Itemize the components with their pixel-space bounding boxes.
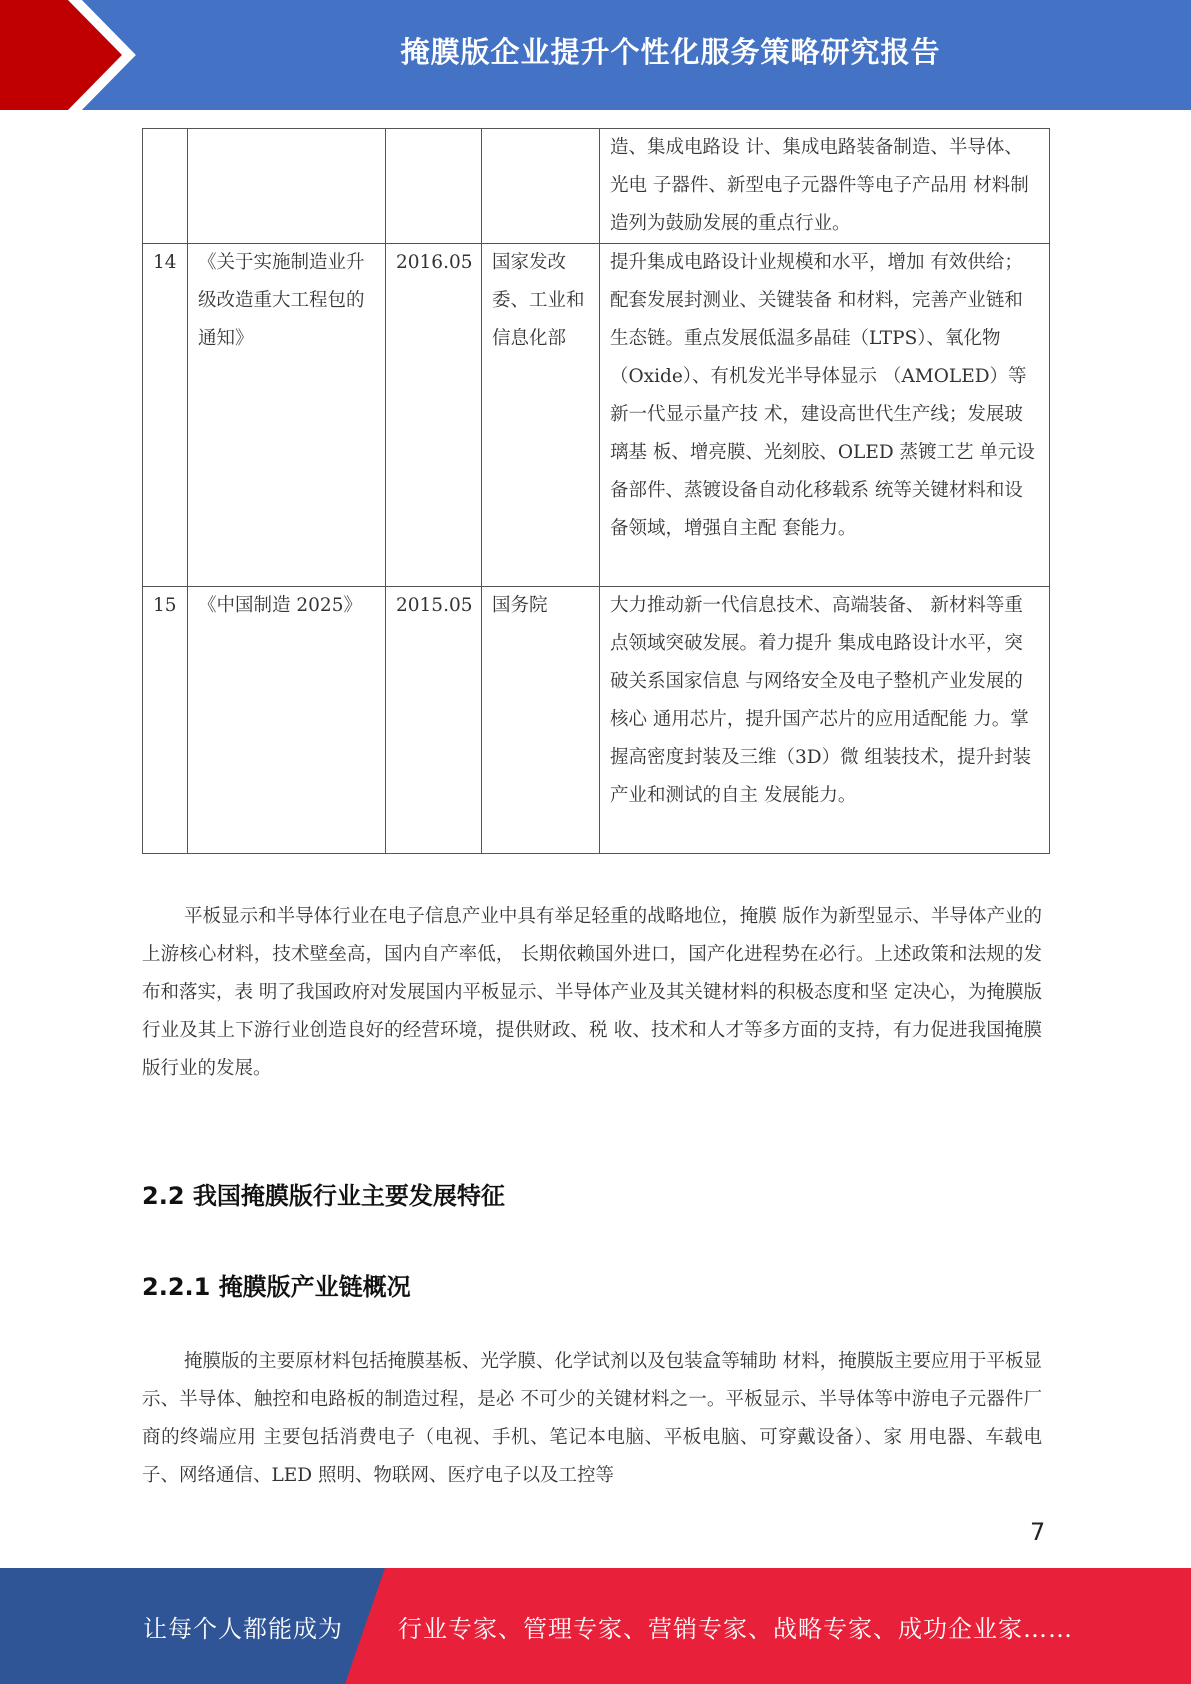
page-footer: [0, 1568, 1191, 1684]
issuing-department: 国务院: [482, 587, 600, 854]
footer-slogan-left: 让每个人都能成为: [143, 1614, 343, 1643]
policy-content: 大力推动新一代信息技术、高端装备、 新材料等重点领域突破发展。着力提升 集成电路设计水平，突破关系国家信息 与网络安全及电子整机产业发展的核心 通用芯片，提升国产芯片的应用适配能 力。掌握高密度封装及三维（3D）微 组装技术，提升封装产业和测试的自主 发展能力。: [600, 587, 1050, 854]
issue-date: [386, 129, 482, 244]
row-number: 14: [143, 244, 188, 587]
policy-content: 提升集成电路设计业规模和水平，增加 有效供给；配套发展封测业、关键装备 和材料，完善产业链和生态链。重点发展低温多晶硅（LTPS）、氧化物 （Oxide）、有机发光半导体显示 （AMOLED）等新一代显示量产技 术，建设高世代生产线；发展玻璃基 板、增亮膜、光刻胶、OLED 蒸镀工艺 单元设备部件、蒸镀设备自动化移载系 统等关键材料和设备领域，增强自主配 套能力。: [600, 244, 1050, 587]
footer-slogan-right: 行业专家、管理专家、营销专家、战略专家、成功企业家……: [398, 1614, 1073, 1643]
policy-name: [188, 129, 386, 244]
policy-content: 造、集成电路设 计、集成电路装备制造、半导体、光电 子器件、新型电子元器件等电子产品用 材料制造列为鼓励发展的重点行业。: [600, 129, 1050, 244]
issue-date: 2016.05: [386, 244, 482, 587]
body-paragraph: 掩膜版的主要原材料包括掩膜基板、光学膜、化学试剂以及包装盒等辅助 材料，掩膜版主要应用于平板显示、半导体、触控和电路板的制造过程，是必 不可少的关键材料之一。平板显示、半导体等中游电子元器件厂商的终端应用 主要包括消费电子（电视、手机、笔记本电脑、平板电脑、可穿戴设备）、家 用电器、车载电子、网络通信、LED 照明、物联网、医疗电子以及工控等: [142, 1351, 1042, 1486]
subsection-heading: 2.2.1 掩膜版产业链概况: [142, 1273, 411, 1301]
policy-name: 《中国制造 2025》: [188, 587, 386, 854]
page-header: [0, 0, 1191, 110]
page-number: 7: [1030, 1518, 1046, 1546]
row-number: 15: [143, 587, 188, 854]
header-arrow-decoration: [0, 0, 150, 110]
table-row: [143, 587, 1050, 854]
section-heading: 2.2 我国掩膜版行业主要发展特征: [142, 1182, 505, 1210]
issue-date: 2015.05: [386, 587, 482, 854]
report-title: 掩膜版企业提升个性化服务策略研究报告: [400, 34, 941, 69]
table-row: [143, 244, 1050, 587]
issuing-department: [482, 129, 600, 244]
row-number: [143, 129, 188, 244]
policy-name: 《关于实施制造业升级改造重大工程包的通知》: [188, 244, 386, 587]
table-row: [143, 129, 1050, 244]
body-paragraph: 平板显示和半导体行业在电子信息产业中具有举足轻重的战略地位，掩膜 版作为新型显示、半导体产业的上游核心材料，技术壁垒高，国内自产率低， 长期依赖国外进口，国产化进程势在必行。上述政策和法规的发布和落实，表 明了我国政府对发展国内平板显示、半导体产业及其关键材料的积极态度和坚 定决心，为掩膜版行业及其上下游行业创造良好的经营环境，提供财政、税 收、技术和人才等多方面的支持，有力促进我国掩膜版行业的发展。: [142, 906, 1042, 1079]
issuing-department: 国家发改委、工业和信息化部: [482, 244, 600, 587]
policy-table: [142, 128, 1050, 854]
